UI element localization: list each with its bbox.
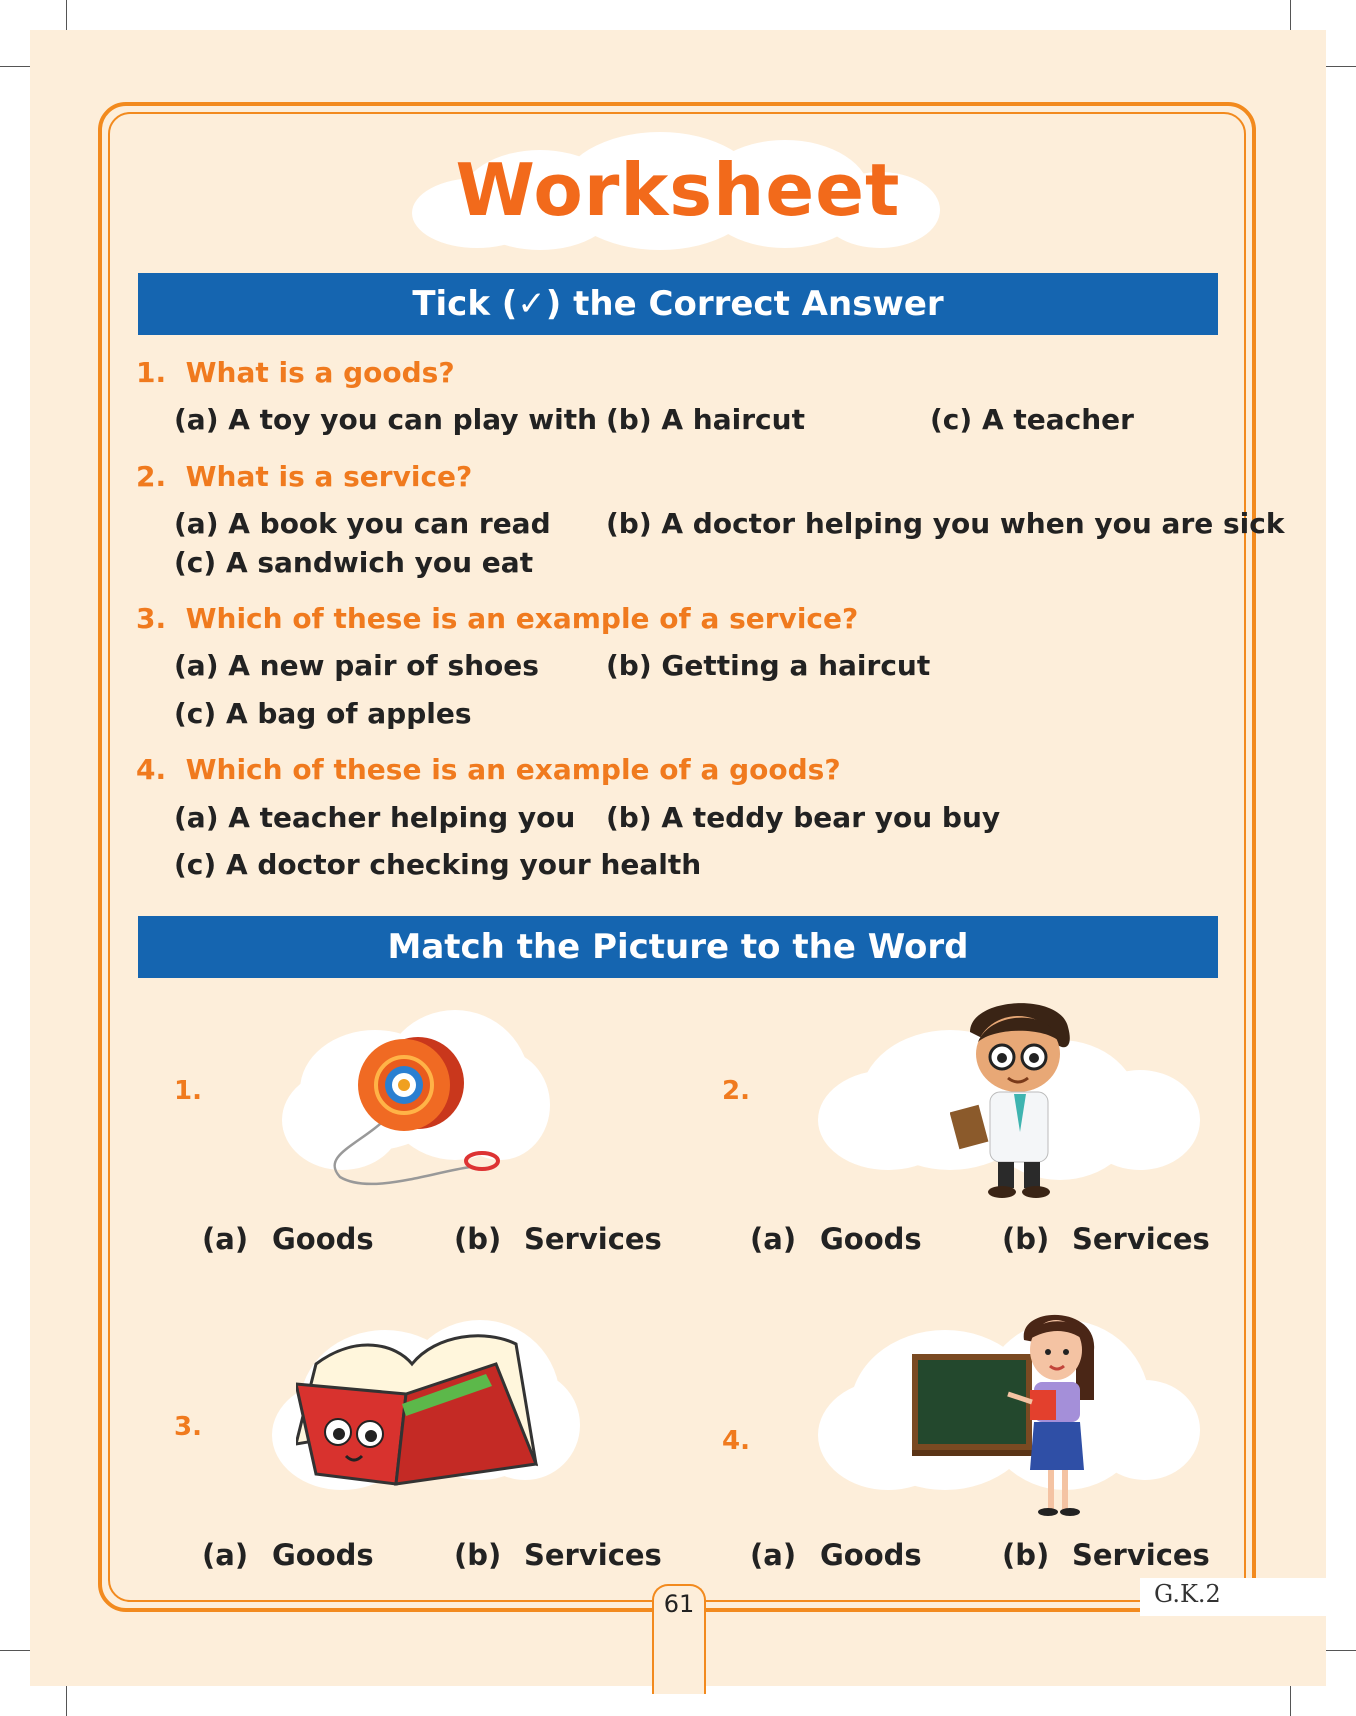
match-3-option-b-label[interactable]: (b) [454,1538,502,1572]
q3-option-b[interactable]: (b) Getting a haircut [606,649,931,682]
q4-option-c[interactable]: (c) A doctor checking your health [174,848,702,881]
q4-option-a[interactable]: (a) A teacher helping you [174,801,576,834]
match-section-banner: Match the Picture to the Word [138,916,1218,978]
q4-option-b[interactable]: (b) A teddy bear you buy [606,801,1001,834]
match-number-3: 3. [174,1412,202,1442]
match-number-2: 2. [722,1076,750,1106]
q2-option-c[interactable]: (c) A sandwich you eat [174,546,534,579]
q2-option-a[interactable]: (a) A book you can read [174,507,551,540]
match-3-option-a-text[interactable]: Goods [272,1538,374,1572]
match-number-4: 4. [722,1426,750,1456]
match-number-1: 1. [174,1076,202,1106]
match-4-option-b-text[interactable]: Services [1072,1538,1210,1572]
match-1-option-b-label[interactable]: (b) [454,1222,502,1256]
match-2-option-a-text[interactable]: Goods [820,1222,922,1256]
match-1-option-b-text[interactable]: Services [524,1222,662,1256]
match-4-option-b-label[interactable]: (b) [1002,1538,1050,1572]
match-1-option-a-label[interactable]: (a) [202,1222,249,1256]
teacher-icon [908,1310,1108,1520]
match-3-option-a-label[interactable]: (a) [202,1538,249,1572]
crop-mark [0,66,30,67]
q1-option-a[interactable]: (a) A toy you can play with [174,403,598,436]
crop-mark [66,0,67,30]
page-title: Worksheet [455,148,901,232]
question-1: 1. What is a goods? [136,356,455,389]
match-4-option-a-label[interactable]: (a) [750,1538,797,1572]
q3-option-a[interactable]: (a) A new pair of shoes [174,649,539,682]
match-1-option-a-text[interactable]: Goods [272,1222,374,1256]
book-icon [296,1324,540,1494]
crop-mark [1326,66,1356,67]
page-number: 61 [663,1590,695,1618]
match-3-option-b-text[interactable]: Services [524,1538,662,1572]
q2-option-b[interactable]: (b) A doctor helping you when you are sick [606,507,1285,540]
crop-mark [66,1686,67,1716]
yoyo-icon [320,1035,510,1195]
q1-option-b[interactable]: (b) A haircut [606,403,805,436]
match-2-option-b-label[interactable]: (b) [1002,1222,1050,1256]
match-4-option-a-text[interactable]: Goods [820,1538,922,1572]
question-2: 2. What is a service? [136,460,473,493]
question-3: 3. Which of these is an example of a service? [136,602,859,635]
match-2-option-a-label[interactable]: (a) [750,1222,797,1256]
book-code: G.K.2 [1154,1580,1221,1608]
q3-option-c[interactable]: (c) A bag of apples [174,697,472,730]
crop-mark [1290,0,1291,30]
q1-option-c[interactable]: (c) A teacher [930,403,1134,436]
crop-mark [0,1650,30,1651]
match-2-option-b-text[interactable]: Services [1072,1222,1210,1256]
crop-mark [1326,1650,1356,1651]
crop-mark [1290,1686,1291,1716]
tick-section-banner: Tick (✓) the Correct Answer [138,273,1218,335]
doctor-icon [950,992,1090,1202]
question-4: 4. Which of these is an example of a goods? [136,753,841,786]
